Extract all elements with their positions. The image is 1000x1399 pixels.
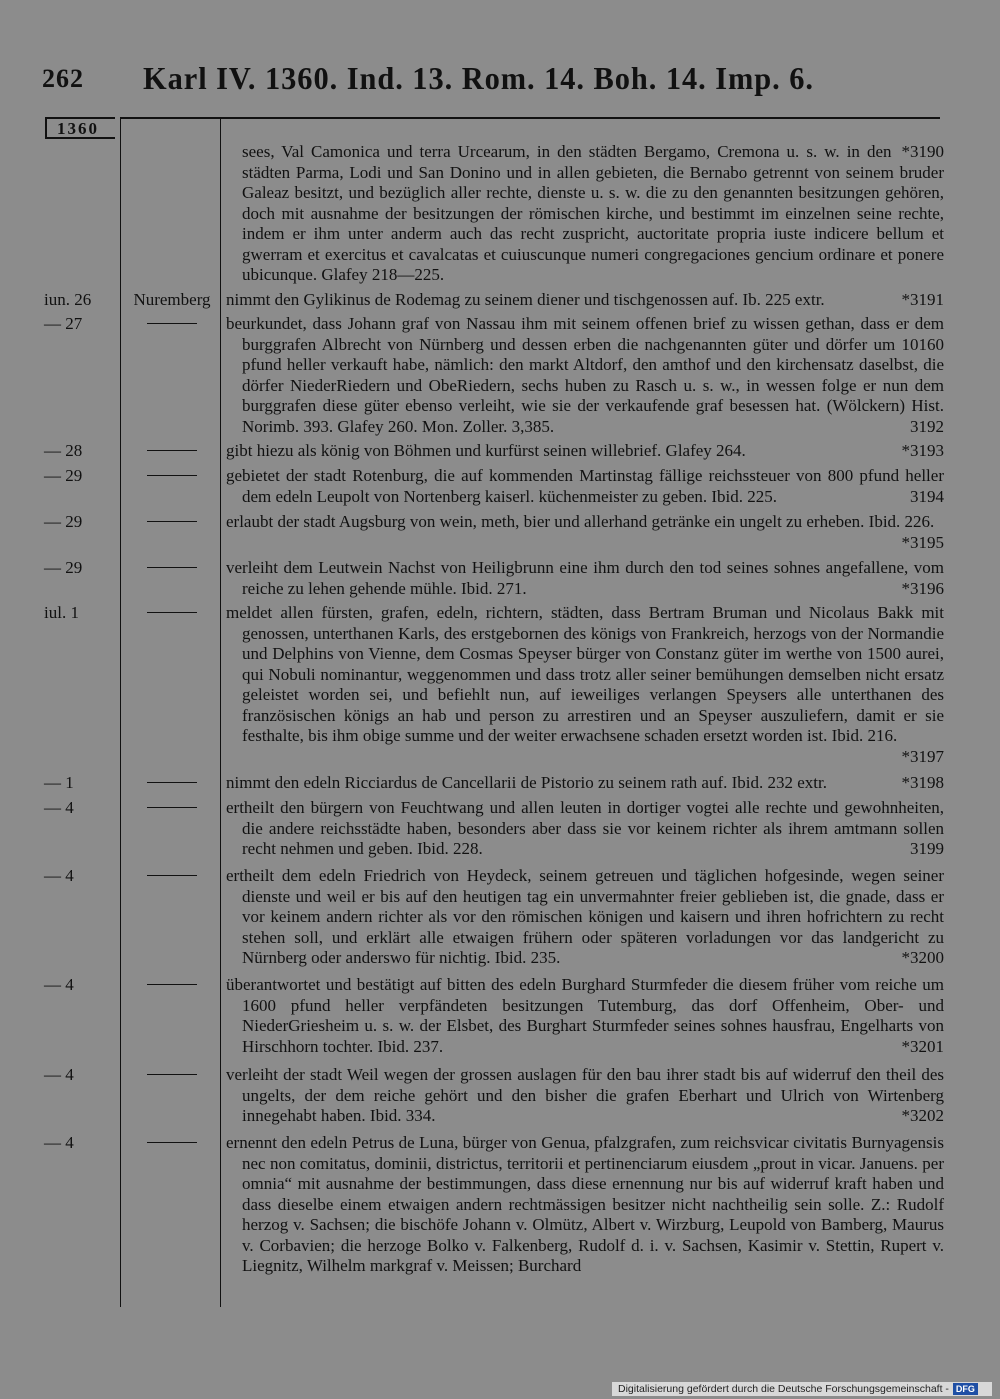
- entry-place-ditto: [126, 866, 218, 887]
- entry-number: *3196: [901, 578, 944, 598]
- entry-text: ernennt den edeln Petrus de Luna, bürger von Genua, pfalzgrafen, zum reichsvicar civitatis Burnyagensis nec non comitatus, dominii, districtus, territorii et pertinenciarum eiusdem „prout in vicar. Januens. per omnia“ mit ausnahme der bestimmungen, dass diese ernennung nur bis auf widerruf kraft haben und dass dieselbe einem etwaigen andern rechtmässigen besitzer nicht nachtheilig sein solle. Z.: Rudolf herzog v. Sachsen; die bischöfe Johann v. Olmütz, Albert v. Wirzburg, Leupold von Bamberg, Maurus v. Corbavien; die herzoge Bolko v. Falkenberg, Rudolf d. i. v. Sachsen, Kasimir v. Stettin, Rupert v. Liegnitz, Wilhelm markgraf v. Meissen; Burchard: [226, 1133, 944, 1275]
- entry-date: — 4: [44, 1065, 74, 1084]
- page-header: [38, 60, 968, 104]
- entry-text: erlaubt der stadt Augsburg von wein, meth, bier und allerhand getränke ein ungelt zu erheben. Ibid. 226. *3195: [226, 512, 944, 552]
- entry-text: ertheilt dem edeln Friedrich von Heydeck, seinem getreuen und täglichen hofgesinde, wegen seiner dienste und weil er bis auf den heutigen tag ein unvermahnter freier geblieben ist, die gnade, dass er vor keinem andern richter als vor den römischen königen und kaisern und ihren hofrichtern zu recht stehen soll, und erklärt alle etwaigen frühern oder späteren vorladungen vor das landgericht zu Nürnberg oder anderswo für nichtig. Ibid. 235. *3200: [226, 866, 944, 967]
- entry-text: meldet allen fürsten, grafen, edeln, richtern, städten, dass Bertram Bruman und Nicolaus Bakk mit genossen, unterthanen Karls, des erstgebornen des königs von Frankreich, herzogs von der Normandie und Delphins von Vienne, dem Cosmas Speyser bürger von Constanz güter im werthe von 1500 aurei, qui Nobuli nominantur, weggenommen und dass trotz aller seiner bemühungen demselben nicht ersatz geleistet worden sei, und befiehlt nun, auf ieweiliges verlangen Speysers alle unterthanen des französischen königs an hab und person zu arrestiren und an Speyser auszuliefern, damit er sie festhalte, bis ihm obige summe und der weiter erwachsene schaden ersetzt worden ist. Ibid. 216. *3197: [226, 603, 944, 766]
- entry-number: 3199: [910, 839, 944, 858]
- entry-text: *3191 nimmt den Gylikinus de Rodemag zu seinem diener und tischgenossen auf. Ib. 225 extr.: [226, 290, 944, 309]
- entry-place-ditto: [126, 1133, 218, 1154]
- entry-number: *3190: [901, 142, 944, 161]
- entry-text: *3190 sees, Val Camonica und terra Urcearum, in den städten Bergamo, Cremona u. s. w. in den städten Parma, Lodi und San Donino und in allen gebieten, die Bernabo getrennt von seinem bruder Galeaz besitzt, und bezüglich aller rechte, dienste u. s. w. die zu den genannten besitzungen gehören, doch mit ausnahme der besitzungen der römischen kirche, und bestimmt im einzelnen seine rechte, indem er ihm unter anderm auch das recht zuspricht, auctoritate propria iuste indicere bellum et gwerram et exercitus et cavalcatas et cuiuscunque numeri congregaciones gencium ordinare et ponere ubicunque. Glafey 218—225.: [242, 142, 944, 284]
- entry-place-ditto: [126, 466, 218, 487]
- entry-text: gebietet der stadt Rotenburg, die auf kommenden Martinstag fällige reichssteuer von 800 pfund heller dem edeln Leupolt von Nortenberg kaiserl. küchenmeister zu geben. Ibid. 225. 3194: [226, 466, 944, 506]
- entry-place-ditto: [126, 773, 218, 794]
- entry-text: beurkundet, dass Johann graf von Nassau ihm mit seinem offenen brief zu wissen gethan, dass er dem burggrafen Albrecht von Nürnberg und dessen erben die nachgenannten güter und dörfer um 10160 pfund heller verkauft habe, nämlich: den markt Altdorf, den amthof und den kirchensatz daselbst, die dörfer NiederRiedern und ObeRiedern, sechs huben zu Rasch u. s. w., in wessen folge er nun dem burggrafen diese güter ebenso verleiht, wie sie der verkaufende graf besessen hat. (Wölckern) Hist. Norimb. 393. Glafey 260. Mon. Zoller. 3,385. 3192: [226, 314, 944, 436]
- year-underline: [45, 138, 115, 139]
- entry-place-ditto: [126, 1065, 218, 1086]
- entry-date: — 4: [44, 866, 74, 885]
- entry-place-ditto: [126, 314, 218, 335]
- entry-number: *3191: [901, 290, 944, 309]
- entry-date: — 29: [44, 558, 83, 577]
- entry-place-ditto: [126, 512, 218, 533]
- entry-number: *3202: [901, 1106, 944, 1125]
- entry-place-ditto: [126, 441, 218, 462]
- entry-number: *3198: [901, 773, 944, 792]
- entry-place: Nuremberg: [133, 290, 211, 309]
- entry-place-ditto: [126, 558, 218, 579]
- entry-date: — 1: [44, 773, 74, 792]
- entry-date: — 4: [44, 798, 74, 817]
- entry-number: 3192: [910, 416, 944, 436]
- entry-place-ditto: [126, 798, 218, 819]
- entry-number: *3193: [901, 441, 944, 460]
- entry-number: *3195: [901, 532, 944, 552]
- entry-text: *3198 nimmt den edeln Ricciardus de Cancellarii de Pistorio zu seinem rath auf. Ibid. 232 extr.: [226, 773, 944, 792]
- entry-place-ditto: [126, 975, 218, 996]
- column-divider-place: [220, 117, 221, 1307]
- column-divider-date: [120, 117, 121, 1307]
- dfg-logo: DFG: [953, 1383, 978, 1395]
- entry-date: — 29: [44, 466, 83, 485]
- entry-text: verleiht der stadt Weil wegen der grossen auslagen für den bau ihrer stadt bis auf widerruf den theil des ungelts, der dem reiche gehört und den bisher die grafen Eberhart und Ulrich von Wirtenberg innegehabt haben. Ibid. 334. *3202: [226, 1065, 944, 1125]
- running-title: Karl IV. 1360. Ind. 13. Rom. 14. Boh. 14. Imp. 6.: [143, 60, 814, 96]
- entry-number: *3201: [901, 1036, 944, 1056]
- entry-number: *3200: [901, 948, 944, 967]
- entry-text: überantwortet und bestätigt auf bitten des edeln Burghard Sturmfeder die diesem früher vom reiche um 1600 pfund heller verpfändeten besitzungen Tutemburg, das dorf Offenheim, Ober- und NiederGriesheim u. s. w. der Elsbet, des Burghart Sturmfeder seines sohnes hausfrau, Engelharts von Hirschhorn tochter. Ibid. 237. *3201: [226, 975, 944, 1056]
- entry-date: — 27: [44, 314, 83, 333]
- page-number: 262: [42, 64, 84, 93]
- entry-date: — 28: [44, 441, 83, 460]
- entry-date: — 4: [44, 1133, 74, 1152]
- entry-date: iun. 26: [44, 290, 92, 309]
- entry-text: verleiht dem Leutwein Nachst von Heiligbrunn eine ihm durch den tod seines sohnes angefallene, vom reiche zu lehen gehende mühle. Ibid. 271. *3196: [226, 558, 944, 598]
- entry-date: — 4: [44, 975, 74, 994]
- entry-date: iul. 1: [44, 603, 79, 622]
- year-label: 1360: [45, 117, 115, 139]
- funding-footer: [612, 1382, 992, 1396]
- footer-text: Digitalisierung gefördert durch die Deutsche Forschungsgemeinschaft -: [618, 1383, 949, 1395]
- entry-text: *3193 gibt hiezu als könig von Böhmen und kurfürst seinen willebrief. Glafey 264.: [226, 441, 944, 460]
- entry-place-ditto: [126, 603, 218, 624]
- entry-date: — 29: [44, 512, 83, 531]
- entry-text: ertheilt den bürgern von Feuchtwang und allen leuten in dortiger vogtei alle rechte und gewohnheiten, die andere reichsstädte haben, besonders aber dass sie vor keinem richter als ihrem amtmann sollen recht nehmen und geben. Ibid. 228. 3199: [226, 798, 944, 858]
- entry-number: 3194: [910, 486, 944, 506]
- entry-number: *3197: [901, 746, 944, 766]
- table-top-rule: [120, 117, 940, 119]
